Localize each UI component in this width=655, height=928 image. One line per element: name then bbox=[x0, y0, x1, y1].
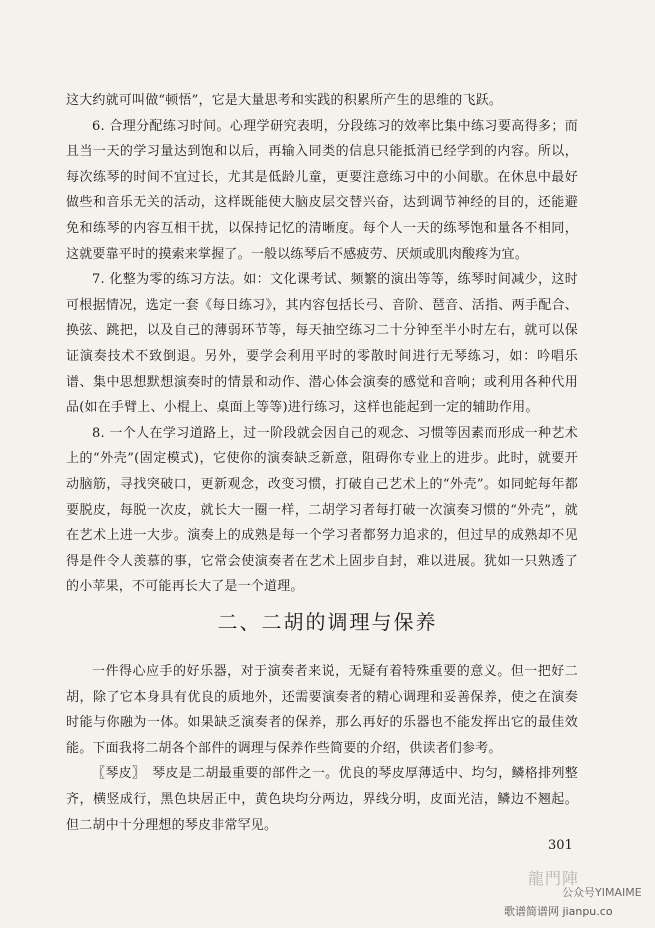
watermark-logo: 龍門陣 bbox=[528, 869, 580, 888]
section-heading: 二、二胡的调理与保养 bbox=[217, 610, 438, 634]
page-number: 301 bbox=[548, 838, 573, 853]
paragraph-item-7: 7. 化整为零的练习方法。如：文化课考试、频繁的演出等等，练琴时间减少，这时可根据情况，选定一套《每日练习》，其内容包括长弓、音阶、琶音、活指、两手配合、换弦、跳把，以及自己的薄弱环节等，每天抽空练习二十分钟至半小时左右，就可以保证演奏技术不致倒退。另外，要学会利用平时的零散时间进行无琴练习，如：吟唱乐谱、集中思想默想演奏时的情景和动作、潜心体会演奏的感觉和音响；或利用各种代用品(如在手臂上、小棍上、桌面上等等)进行练习，这样也能起到一定的辅助作用。 bbox=[66, 272, 578, 416]
paragraph-intro: 一件得心应手的好乐器，对于演奏者来说，无疑有着特殊重要的意义。但一把好二胡，除了它本身具有优良的质地外，还需要演奏者的精心调理和妥善保养，使之在演奏时能与你融为一体。如果缺乏演奏者的保养，那么再好的乐器也不能发挥出它的最佳效能。下面我将二胡各个部件的调理与保养作些简要的介绍，供读者们参考。 bbox=[66, 664, 578, 756]
body-text-top bbox=[66, 88, 578, 600]
paragraph-item-8: 8. 一个人在学习道路上，过一阶段就会因自己的观念、习惯等因素而形成一种艺术上的“外壳”(固定模式)，它使你的演奏缺乏新意，阻碍你专业上的进步。此时，就要开动脑筋，寻找突破口，更新观念，改变习惯，打破自己艺术上的“外壳”。如同蛇每年都要脱皮，每脱一次皮，就长大一圈一样，二胡学习者每打破一次演奏习惯的“外壳”，就在艺术上进一大步。演奏上的成熟是每一个学习者都努力追求的，但过早的成熟却不见得是件令人羡慕的事，它常会使演奏者在艺术上固步自封，难以进展。犹如一只熟透了的小苹果，不可能再长大了是一个道理。 bbox=[66, 425, 578, 595]
paragraph-item-6: 6. 合理分配练习时间。心理学研究表明，分段练习的效率比集中练习要高得多；而且当一天的学习量达到饱和以后，再输入同类的信息只能抵消已经学到的内容。所以，每次练琴的时间不宜过长，尤其是低龄儿童，更要注意练习中的小间歇。在休息中最好做些和音乐无关的活动，这样既能使大脑皮层交替兴奋，达到调节神经的目的，还能避免和练琴的内容互相干扰，以保持记忆的清晰度。每个人一天的练琴饱和量各不相同，这就要靠平时的摸索来掌握了。一般以练琴后不感疲劳、厌烦或肌肉酸疼为宜。 bbox=[66, 118, 578, 262]
paragraph-qinpi: 〖琴皮〗 琴皮是二胡最重要的部件之一。优良的琴皮厚薄适中、均匀，鳞格排列整齐，横竖成行，黑色块居正中，黄色块均分两边，界线分明，皮面光洁，鳞边不翘起。但二胡中十分理想的琴皮非常罕见。 bbox=[66, 766, 578, 833]
watermark-text: 歌谱简谱网 jianpu.co bbox=[504, 905, 613, 918]
paragraph-continuation: 这大约就可叫做“顿悟”，它是大量思考和实践的积累所产生的思维的飞跃。 bbox=[66, 93, 503, 108]
watermark-site: 公众号YIMAIME bbox=[562, 886, 642, 899]
body-text-bottom bbox=[66, 659, 578, 838]
